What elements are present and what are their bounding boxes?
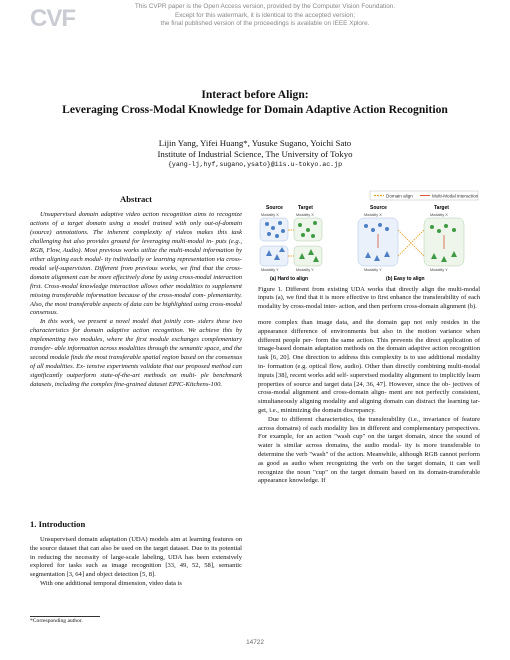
legend-mm-label: Multi-Modal interaction	[432, 193, 479, 199]
paper-title-line1: Interact before Align:	[201, 88, 309, 101]
mod-y-label: Modality Y	[261, 268, 279, 272]
domain-align-lines	[398, 230, 424, 256]
paper-title-line2: Leveraging Cross-Modal Knowledge for Domain Adaptive Action Recognition	[62, 103, 448, 116]
abstract-paragraph-2: In this work, we present a novel model that jointly con- siders these two characteristics for domain adaptive action recognition. We achieve this by implementing two modules, where the first module exchanges complementary transfer- able information across modalities through the semantic space, and the second module finds the most transferable spatial region based on the consensus of all modalities. Ex- tensive experiments validate that our proposed method can significantly outperform state-of-the-art methods on multi- ple benchmark datasets, including the complex fine-grained dataset EPIC-Kitchens-100.	[30, 318, 243, 389]
panel-a	[260, 205, 322, 282]
figure-1	[258, 190, 480, 282]
notice-line: Except for this watermark, it is identical to the accepted version;	[174, 11, 356, 19]
introduction-text	[30, 536, 242, 589]
mod-x-label: Modality X	[430, 213, 448, 217]
right-column-text	[258, 319, 480, 486]
notice-line: This CVPR paper is the Open Access version, provided by the Computer Vision Foundation.	[134, 3, 396, 10]
target-y-cluster	[294, 246, 322, 266]
cvf-logo	[30, 4, 92, 30]
target-label-a: Target	[298, 205, 313, 211]
mod-x-label: Modality X	[261, 213, 279, 217]
abstract-paragraph-1: Unsupervised domain adaptive video action recognition aims to recognize actions of a target domain using a model trained with only out-of-domain (source) annotations. The inherent complexity of videos makes this task challenging but also provides ground for leveraging multi-modal in- puts (e.g., RGB, Flow, Audio). Most previous works utilize the multi-modal information by either aligning each modal- ity individually or learning representation via cross-modal self-supervision. Different from previous works, we find that the cross-domain alignment can be more effectively done by using cross-modal interaction first. Cross-modal knowledge interaction allows other modalities to supplement missing transferable information because of the cross-modal com- plementarity. Also, the most transferable aspects of data can be highlighted using cross-modal consensus.	[30, 211, 243, 317]
figure-legend	[370, 191, 479, 200]
intro-paragraph-2: With one additional temporal dimension, video data is	[40, 579, 182, 587]
mod-y-label: Modality Y	[364, 268, 382, 272]
abstract-heading: Abstract	[120, 194, 152, 204]
abstract-text	[30, 211, 242, 390]
institution: Institute of Industrial Science, The University of Tokyo	[157, 149, 353, 159]
panel-a-label: (a) Hard to align	[270, 276, 309, 282]
panel-b	[358, 205, 464, 282]
mod-y-label: Modality Y	[296, 268, 314, 272]
target-label-b: Target	[434, 205, 449, 211]
source-label-a: Source	[266, 205, 283, 211]
panel-b-label: (b) Easy to align	[386, 276, 425, 282]
figure-caption: Figure 1. Different from existing UDA works that directly align the multi-modal inputs (a), we find that it is more effective to first enhance the transferability of each modality by cross-modal inter- action, and then perform cross-domain alignment (b).	[258, 286, 481, 310]
source-y-cluster	[260, 246, 288, 266]
mod-y-label: Modality Y	[430, 268, 448, 272]
notice-line: the final published version of the proceedings is available on IEEE Xplore.	[160, 20, 370, 28]
legend-domain-label: Domain align	[386, 193, 413, 199]
open-access-notice	[100, 3, 430, 29]
mod-x-label: Modality X	[296, 213, 314, 217]
intro-paragraph-1: Unsupervised domain adaptation (UDA) models aim at learning features on the source dataset that can also be used on the target dataset. Due to its potential in reducing the necessity of large-scale labeling, UDA has been extensively explored for tasks such as image recognition [33, 49, 52, 58], semantic segmentation [3, 64] and object detection [5, 8].	[30, 536, 242, 579]
introduction-heading: 1. Introduction	[30, 519, 86, 529]
mod-x-label: Modality X	[364, 213, 382, 217]
author-emails: {yang-lj,hyf,sugano,ysato}@iis.u-tokyo.ac.jp	[167, 161, 343, 168]
page-number: 14722	[246, 639, 264, 646]
footnote: *Corresponding author.	[30, 618, 83, 624]
authors: Lijin Yang, Yifei Huang*, Yusuke Sugano, Yoichi Sato	[158, 138, 352, 148]
right-paragraph-2: Due to different characteristics, the transferability (i.e., invariance of feature across domains) of each modality lies in different and complementary perspectives. For example, for an action "wash cup" on the target domain, since the sound of water is similar across domains, the audio modal- ity is more transferable to determine the verb "wash" of the action. Meanwhile, although RGB cannot perform as good as audio when recognizing the verb on the target domain, it can well recognize the noun "cup" on the target domain based on its domain-transferable appearance knowledge. If	[258, 415, 481, 485]
cvf-logo-text: CVF	[30, 5, 75, 30]
right-paragraph-1: more complex than image data, and the domain gap not only resides in the appearance difference of environments but also in the motion variance when different people per- form the same action. This prevents the direct application of image-based domain adaptation methods on the domain adaptive action recognition task [6, 20]. One direction to address this complexity is to use additional modality in- formation (e.g. optical flow, audio). Other than directly combining multi-modal inputs [38], recent works add self- supervised modality alignment to implicitly learn properties of source and target data [24, 36, 47]. However, since the ob- jectives of cross-modal alignment and cross-domain align- ment are not perfectly consistent, simultaneously aligning modality and aligning domain can distract the learning tar- get, i.e., minimizing the domain discrepancy.	[258, 319, 481, 414]
footnote-rule	[30, 616, 100, 617]
source-label-b: Source	[370, 205, 387, 211]
